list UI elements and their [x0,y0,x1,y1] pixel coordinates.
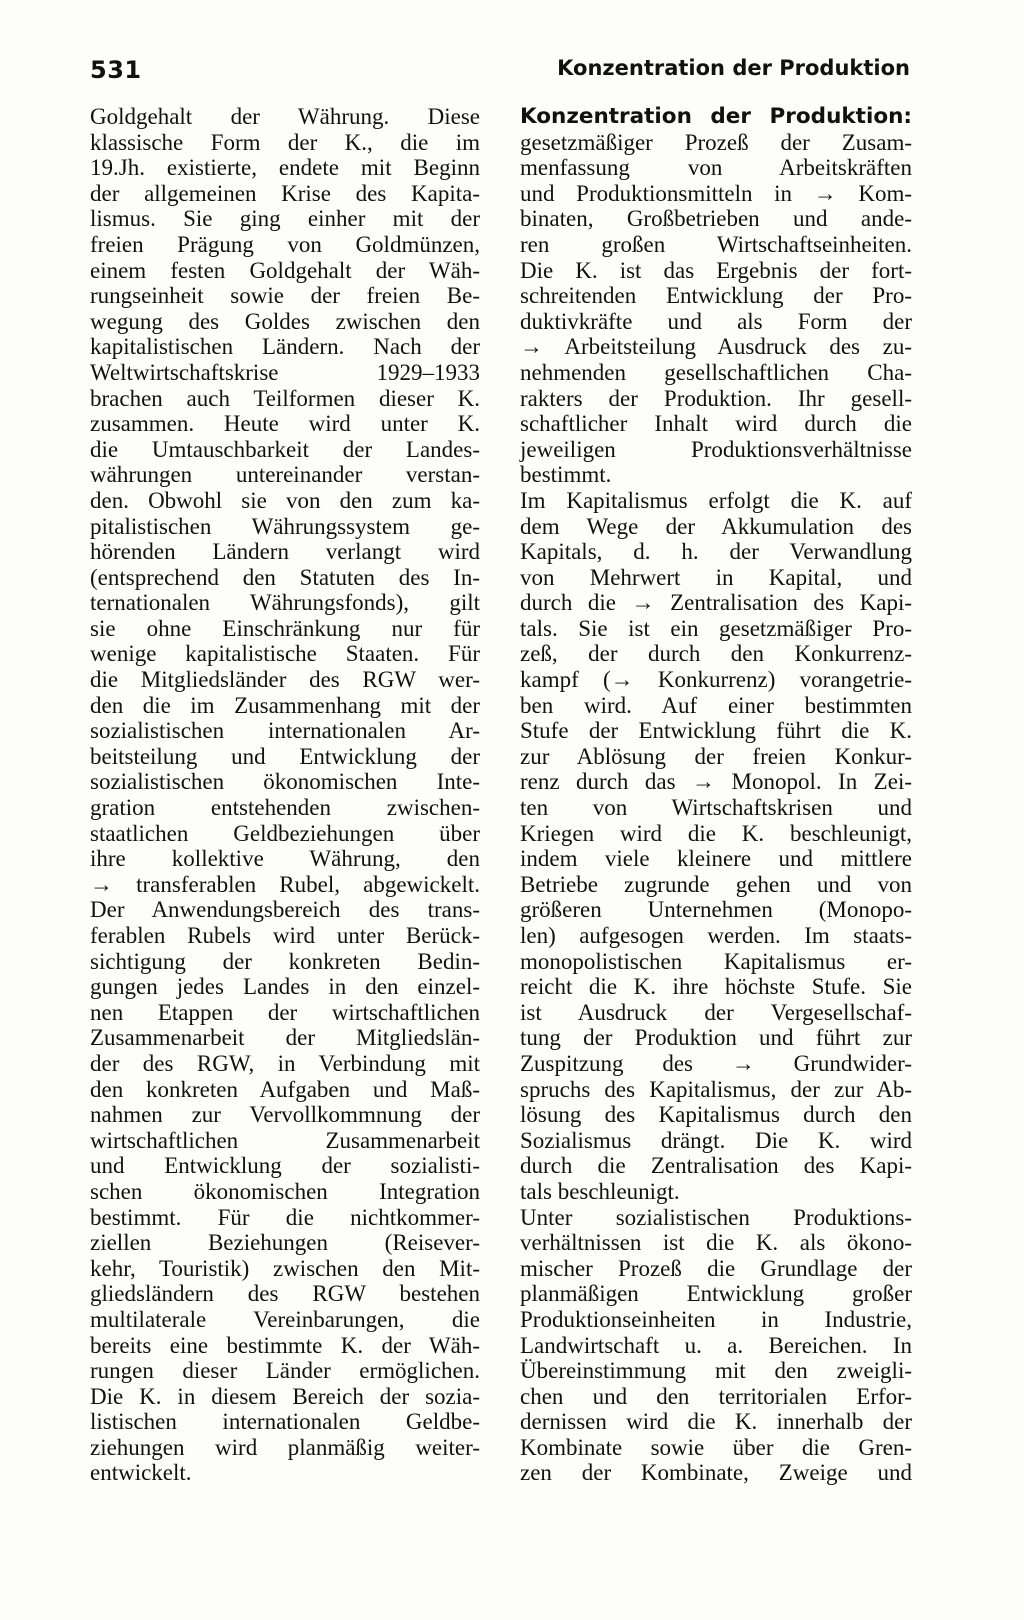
text-line: kampf (→ Konkurrenz) vorangetrie- [520,667,912,693]
text-line: ziellen Beziehungen (Reisever- [90,1230,480,1256]
text-line: Der Anwendungsbereich des trans- [90,897,480,923]
text-line: monopolistischen Kapitalismus er- [520,948,912,974]
text-line: Übereinstimmung mit den zweigli- [520,1358,912,1384]
text-line: Unter sozialistischen Produktions- [520,1204,912,1230]
text-line: chen und den territorialen Erfor- [520,1383,912,1409]
text-line: bereits eine bestimmte K. der Wäh- [90,1332,480,1358]
text-line: Die K. in diesem Bereich der sozia- [90,1383,480,1409]
text-line: (entsprechend den Statuten des In- [90,564,480,590]
text-line: kehr, Touristik) zwischen den Mit- [90,1255,480,1281]
text-line: duktivkräfte und als Form der [520,308,912,334]
text-line: Kombinate sowie über die Gren- [520,1434,912,1460]
text-line: dem Wege der Akkumulation des [520,513,912,539]
text-line: entwickelt. [90,1460,192,1486]
left-text-column [90,104,480,1486]
text-line: ferablen Rubels wird unter Berück- [90,923,480,948]
text-line: von Mehrwert in Kapital, und [520,564,912,590]
text-line: zen der Kombinate, Zweige und [520,1460,912,1486]
text-line: gration entstehenden zwischen- [90,795,480,821]
text-line: staatlichen Geldbeziehungen über [90,820,480,846]
text-line: gliedsländern des RGW bestehen [90,1281,480,1307]
text-line: währungen untereinander verstan- [90,462,480,488]
text-line: ziehungen wird planmäßig weiter- [90,1434,480,1460]
text-line: sichtigung der konkreten Bedin- [90,948,480,974]
text-line: Sozialismus drängt. Die K. wird [520,1127,912,1153]
text-line: brachen auch Teilformen dieser K. [90,385,480,411]
text-line: der allgemeinen Krise des Kapita- [90,180,480,206]
text-line: sie ohne Einschränkung nur für [90,615,480,641]
text-line: ben wird. Auf einer bestimmten [520,692,912,718]
text-line: Weltwirtschaftskrise 1929–1933 [90,359,480,385]
text-line: zeß, der durch den Konkurrenz- [520,641,912,667]
text-line: multilaterale Vereinbarungen, die [90,1306,480,1332]
text-line: rakters der Produktion. Ihr gesell- [520,385,912,411]
running-head: Konzentration der Produktion [557,56,910,80]
text-line: len) aufgesogen werden. Im staats- [520,923,912,948]
text-line: verhältnissen ist die K. als ökono- [520,1230,912,1256]
entry-headword: Konzentration der Produktion: [520,104,912,129]
text-line: renz durch das → Monopol. In Zei- [520,769,912,795]
text-line: pitalistischen Währungssystem ge- [90,513,480,539]
text-line: sozialistischen internationalen Ar- [90,718,480,744]
text-line: ren großen Wirtschaftseinheiten. [520,231,912,257]
text-line: spruchs des Kapitalismus, der zur Ab- [520,1076,912,1102]
text-line: Die K. ist das Ergebnis der fort- [520,257,912,283]
text-line: gesetzmäßiger Prozeß der Zusam- [520,129,912,155]
page-number: 531 [90,56,142,84]
text-line: Zusammenarbeit der Mitgliedslän- [90,1025,480,1051]
text-line: kapitalistischen Ländern. Nach der [90,334,480,360]
text-line: Kapitals, d. h. der Verwandlung [520,539,912,565]
text-line: nen Etappen der wirtschaftlichen [90,999,480,1025]
text-line: lösung des Kapitalismus durch den [520,1102,912,1128]
text-line: Betriebe zugrunde gehen und von [520,871,912,897]
text-line: Zuspitzung des → Grundwider- [520,1050,912,1076]
text-line: tung der Produktion und führt zur [520,1025,912,1051]
text-line: wirtschaftlichen Zusammenarbeit [90,1127,480,1153]
text-line: listischen internationalen Geldbe- [90,1409,480,1435]
text-line: den. Obwohl sie von den zum ka- [90,487,480,513]
text-line: ten von Wirtschaftskrisen und [520,795,912,821]
text-line: rungen dieser Länder ermöglichen. [90,1358,480,1384]
text-line: den konkreten Aufgaben und Maß- [90,1076,480,1102]
text-line: hörenden Ländern verlangt wird [90,539,480,565]
text-line: binaten, Großbetrieben und ande- [520,206,912,232]
text-line: ist Ausdruck der Vergesellschaf- [520,999,912,1025]
text-line: mischer Prozeß die Grundlage der [520,1255,912,1281]
text-line: dernissen wird die K. innerhalb der [520,1409,912,1435]
text-line: ihre kollektive Währung, den [90,846,480,872]
text-line: schreitenden Entwicklung der Pro- [520,283,912,309]
text-line: den die im Zusammenhang mit der [90,692,480,718]
text-line: und Produktionsmitteln in → Kom- [520,180,912,206]
text-line: durch die Zentralisation des Kapi- [520,1153,912,1179]
text-line: sozialistischen ökonomischen Inte- [90,769,480,795]
text-line: bestimmt. [520,462,612,488]
text-line: lismus. Sie ging einher mit der [90,206,480,232]
text-line: schen ökonomischen Integration [90,1178,480,1204]
text-line: nehmenden gesellschaftlichen Cha- [520,359,912,385]
text-line: Landwirtschaft u. a. Bereichen. In [520,1332,912,1358]
text-line: durch die → Zentralisation des Kapi- [520,590,912,616]
text-line: ternationalen Währungsfonds), gilt [90,590,480,616]
page-header [90,56,910,96]
text-line: indem viele kleinere und mittlere [520,846,912,872]
text-line: wegung des Goldes zwischen den [90,308,480,334]
text-line: und Entwicklung der sozialisti- [90,1153,480,1179]
text-line: gungen jedes Landes in den einzel- [90,974,480,1000]
text-line: Im Kapitalismus erfolgt die K. auf [520,487,912,513]
text-line: größeren Unternehmen (Monopo- [520,897,912,923]
text-line: einem festen Goldgehalt der Wäh- [90,257,480,283]
text-line: der des RGW, in Verbindung mit [90,1050,480,1076]
text-line: klassische Form der K., die im [90,129,480,155]
text-line: schaftlicher Inhalt wird durch die [520,411,912,437]
text-line: Stufe der Entwicklung führt die K. [520,718,912,744]
text-line: planmäßigen Entwicklung großer [520,1281,912,1307]
text-line: freien Prägung von Goldmünzen, [90,231,480,257]
text-line: Produktionseinheiten in Industrie, [520,1306,912,1332]
text-line: die Mitgliedsländer des RGW wer- [90,667,480,693]
text-line: wenige kapitalistische Staaten. Für [90,641,480,667]
text-line: → Arbeitsteilung Ausdruck des zu- [520,334,912,360]
text-line: bestimmt. Für die nichtkommer- [90,1204,480,1230]
text-line: rungseinheit sowie der freien Be- [90,283,480,309]
text-line: zusammen. Heute wird unter K. [90,411,480,437]
text-line: nahmen zur Vervollkommnung der [90,1102,480,1128]
text-line: jeweiligen Produktionsverhältnisse [520,436,912,462]
text-line: 19.Jh. existierte, endete mit Beginn [90,155,480,181]
right-text-column [520,104,912,1486]
text-line: tals. Sie ist ein gesetzmäßiger Pro- [520,615,912,641]
text-line: reicht die K. ihre höchste Stufe. Sie [520,974,912,1000]
text-line: menfassung von Arbeitskräften [520,155,912,181]
text-line: Goldgehalt der Währung. Diese [90,104,480,129]
text-line: → transferablen Rubel, abgewickelt. [90,871,480,897]
text-line: Kriegen wird die K. beschleunigt, [520,820,912,846]
text-line: die Umtauschbarkeit der Landes- [90,436,480,462]
text-line: tals beschleunigt. [520,1178,680,1204]
text-line: zur Ablösung der freien Konkur- [520,743,912,769]
text-line: beitsteilung und Entwicklung der [90,743,480,769]
